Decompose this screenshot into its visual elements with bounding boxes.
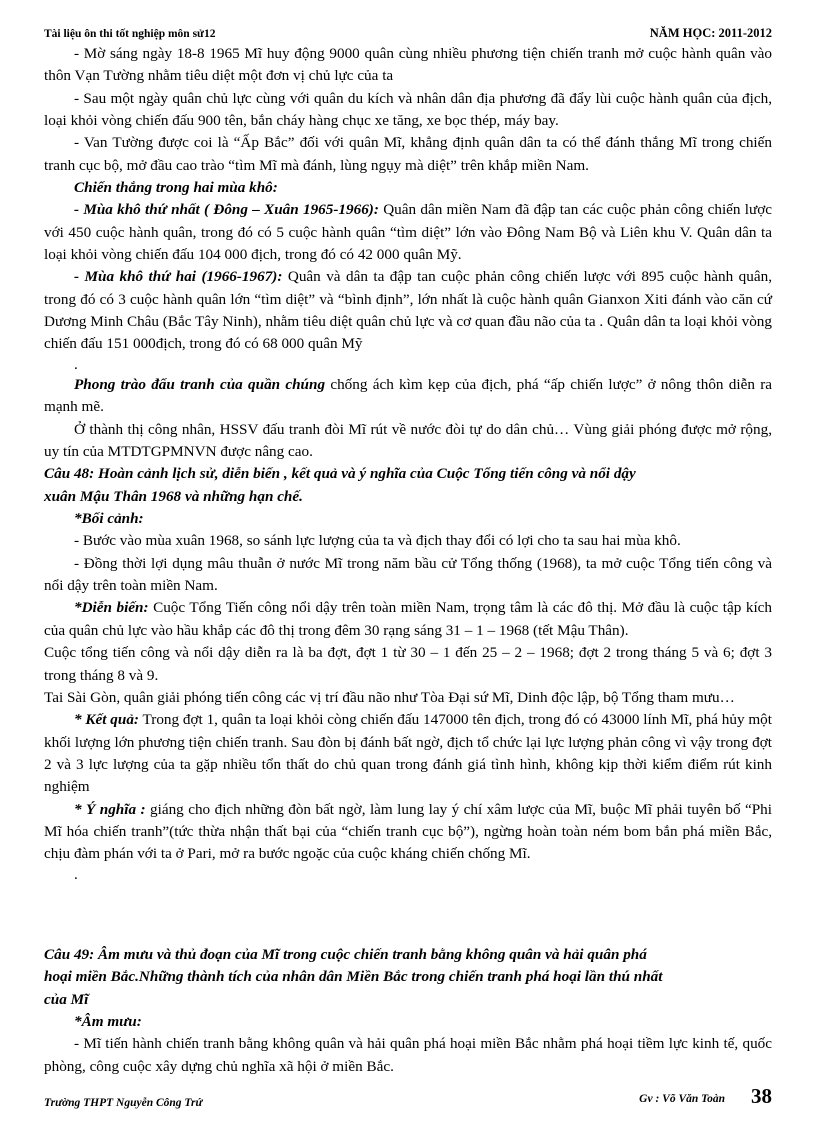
stray-dot-1: . [74, 355, 78, 373]
page-header [44, 26, 772, 41]
section-gap [44, 884, 772, 944]
paragraph-van-tuong-1: - Mờ sáng ngày 18-8 1965 Mĩ huy động 9000 quân cùng nhiều phương tiện chiến tranh mở cuộc hành quân vào thôn Vạn Tường nhằm tiêu diệt một đơn vị chủ lực của ta [44, 45, 772, 85]
paragraph-thanh-thi: Ở thành thị công nhân, HSSV đấu tranh đòi Mĩ rút về nước đòi tự do dân chủ… Vùng giải phóng được mở rộng, uy tín của MTDTGPMNVN được nâng cao. [44, 420, 772, 461]
paragraph-mua-kho-1 [44, 199, 772, 266]
ket-qua-lead: * Kết quả: [74, 711, 139, 729]
paragraph-van-tuong-2: - Sau một ngày quân chủ lực cùng với quân du kích và nhân dân địa phương đã đẩy lùi cuộc hành quân của địch, loại khỏi vòng chiến đấu 900 tên, bắn cháy hàng chục xe tăng, xe bọc thép, máy bay. [44, 89, 772, 130]
question-49-title-line-1: Câu 49: Âm mưu và thủ đoạn của Mĩ trong cuộc chiến tranh bằng không quân và hải quân phá [44, 945, 647, 963]
phong-trao-lead: Phong trào đấu tranh của quần chúng [74, 376, 326, 394]
paragraph-van-tuong-3: - Van Tường được coi là “Ấp Bắc” đối với quân Mĩ, khẳng định quân dân ta có thể đánh thắng Mĩ trong chiến tranh cục bộ, mở đầu cao trào “tìm Mĩ mà đánh, lùng ngụy mà diệt” trên khắp miền Nam. [44, 134, 772, 174]
y-nghia-lead: * Ý nghĩa : [74, 800, 146, 818]
boi-canh-item-2: - Đồng thời lợi dụng mâu thuẫn ở nước Mĩ trong năm bầu cử Tổng thống (1968), ta mở cuộc Tổng tiến công và nổi dậy trên toàn miền Nam. [44, 554, 772, 595]
question-49-title-line-2: hoại miền Bắc.Những thành tích của nhân dân Miền Bắc trong chiến tranh phá hoại lần thú nhất [44, 968, 663, 986]
mua-kho-2-lead: - Mùa khô thứ hai (1966-1967): [74, 268, 283, 286]
paragraph-mua-kho-2 [44, 266, 772, 355]
heading-chien-thang-hai-mua-kho: Chiến thắng trong hai mùa khô: [74, 179, 278, 197]
mua-kho-1-lead: - Mùa khô thứ nhất ( Đông – Xuân 1965-1966): [74, 201, 379, 219]
footer-page-number: 38 [751, 1084, 772, 1108]
footer-school-name: Trường THPT Nguyễn Công Trứ [44, 1097, 203, 1109]
phong-trao-text: chống ách kìm kẹp của địch, phá “ấp chiến lược” ở nông thôn diễn ra mạnh mẽ. [44, 376, 773, 416]
dien-bien-extra-1: Cuộc tổng tiến công và nổi dậy diễn ra là ba đợt, đợt 1 từ 30 – 1 đến 25 – 2 – 1968; đợt 2 trong tháng 5 và 6; đợt 3 trong tháng 8 và 9. [44, 644, 772, 684]
footer-right-group [639, 1084, 772, 1109]
header-left-text: Tài liệu ôn thi tốt nghiệp môn sử12 [44, 28, 216, 40]
heading-am-muu: *Âm mưu: [74, 1012, 142, 1030]
question-48-title-line-1: Câu 48: Hoàn cảnh lịch sử, diễn biến , kết quả và ý nghĩa của Cuộc Tổng tiến công và nổi dậy [44, 465, 636, 483]
paragraph-phong-trao [44, 374, 772, 419]
question-49-title-line-3: của Mĩ [44, 990, 89, 1008]
paragraph-ket-qua [44, 709, 772, 798]
paragraph-am-muu: - Mĩ tiến hành chiến tranh bằng không quân và hải quân phá hoại miền Bắc nhằm phá hoại tiềm lực kinh tế, quốc phòng, công cuộc xây dựng chủ nghĩa xã hội ở miền Bắc. [44, 1035, 772, 1075]
dien-bien-extra-2: Tai Sài Gòn, quân giải phóng tiến công các vị trí đầu não như Tòa Đại sứ Mĩ, Dinh độc lập, bộ Tổng tham mưu… [44, 688, 735, 706]
document-body [44, 43, 772, 1078]
header-right-text: NĂM HỌC: 2011-2012 [649, 26, 772, 40]
dien-bien-text: Cuộc Tổng Tiến công nổi dậy trên toàn miền Nam, trọng tâm là các đô thị. Mở đầu là cuộc tập kích của quân chủ lực vào hầu khắp các đô thị trong đêm 30 rạng sáng 31 – 1 – 1968 (tết Mậu Thân). [44, 599, 773, 639]
boi-canh-item-1: - Bước vào mùa xuân 1968, so sánh lực lượng của ta và địch thay đổi có lợi cho ta sau hai mùa khô. [74, 532, 681, 550]
paragraph-y-nghia [44, 799, 772, 866]
mua-kho-2-text: Quân và dân ta đập tan cuộc phản công chiến lược với 895 cuộc hành quân, trong đó có 3 cuộc hành quân lớn “tìm diệt” và “bình định”, lớn nhất là cuộc hành quân Gianxon Xiti đánh vào căn cứ Dương Minh Châu (Bắc Tây Ninh), nhằm tiêu diệt quân chủ lực và cơ quan đầu não của ta . Quân dân ta loại khỏi vòng chiến đấu 151 000địch, trong đó có 68 000 quân Mỹ [44, 268, 772, 353]
heading-boi-canh: *Bối cảnh: [74, 510, 144, 528]
dien-bien-lead: *Diễn biến: [74, 599, 149, 617]
question-48-title-line-2: xuân Mậu Thân 1968 và những hạn chế. [44, 487, 303, 505]
page-footer [44, 1084, 772, 1109]
stray-dot-2: . [74, 865, 78, 883]
paragraph-dien-bien [44, 597, 772, 642]
footer-teacher-name: Gv : Võ Văn Toàn [639, 1093, 725, 1105]
y-nghia-text: giáng cho địch những đòn bất ngờ, làm lung lay ý chí xâm lược của Mĩ, buộc Mĩ phải tuyên bố “Phi Mĩ hóa chiến tranh”(tức thừa nhận thất bại của “chiến tranh cục bộ”), ngừng hoàn toàn ném bom bắn phá miền Bắc, chịu đàm phán với ta ở Pari, mở ra bước ngoặc của cuộc kháng chiến chống Mĩ. [44, 800, 772, 863]
ket-qua-text: Trong đợt 1, quân ta loại khỏi còng chiến đấu 147000 tên địch, trong đó có 43000 lính Mĩ, phá hủy một khối lượng lớn phương tiện chiến tranh. Sau đòn bị đánh bất ngờ, địch tổ chức lại lực lượng phản công vì vậy trong đợt 2 và 3 lực lượng của ta gặp nhiều tổn thất do chủ quan trong đánh giá tình hình, không kịp thời kiểm điểm rút kinh nghiệm [44, 711, 772, 796]
mua-kho-1-text: Quân dân miền Nam đã đập tan các cuộc phản công chiến lược với 450 cuộc hành quân, trong đó có 5 cuộc hành quân “tìm diệt” lớn vào Đông Nam Bộ và Liên khu V. Quân dân ta loại khỏi vòng chiến đấu 104 000 địch, trong đó có 42 000 quân Mỹ. [44, 201, 772, 264]
